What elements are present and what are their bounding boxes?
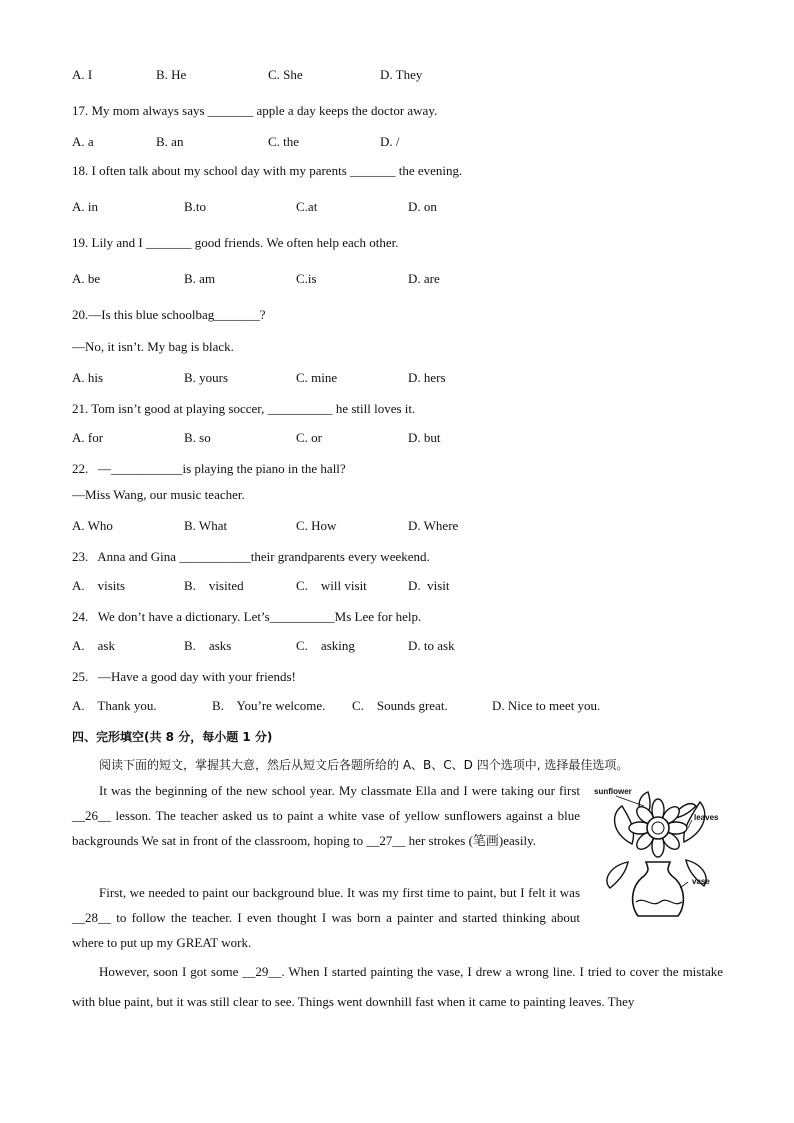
figure-label-vase: vase [692,877,710,886]
q17-option-c: C. the [268,134,300,149]
q22-option-d: D. Where [408,518,459,533]
q25-option-a: A. Thank you. [72,698,157,713]
q21-option-b: B. so [184,430,211,445]
q16-option-c: C. She [268,67,303,82]
q20-option-a: A. his [72,370,104,385]
q21-stem: 21. Tom isn’t good at playing soccer, __________ he still loves it. [72,401,416,416]
q20-option-c: C. mine [296,370,338,385]
section4-instruction: 阅读下面的短文，掌握其大意，然后从短文后各题所给的 A、B、C、D 四个选项中, 选择最佳选项。 [99,758,629,772]
passage-paragraph-3: However, soon I got some __29__. When I started painting the vase, I drew a wrong line. I tried to cover the mistake with blue paint, but it was still clear to see. Things went downhill fast when it came to painting leaves. They [72,964,723,1009]
q22-reply: —Miss Wang, our music teacher. [72,487,245,502]
q25-option-d: D. Nice to meet you. [492,698,601,713]
q19-option-d: D. are [408,271,440,286]
q18-option-c: C.at [296,199,318,214]
q19-stem: 19. Lily and I _______ good friends. We often help each other. [72,235,399,250]
q23-stem: 23. Anna and Gina ___________their grandparents every weekend. [72,549,430,564]
q20-option-d: D. hers [408,370,446,385]
sunflower-vase-figure [592,784,722,920]
section4-heading: 四、完形填空(共 8 分，每小题 1 分) [72,730,273,744]
q21-option-c: C. or [296,430,322,445]
q16-option-b: B. He [156,67,187,82]
q24-option-b: B. asks [184,638,232,653]
q18-option-d: D. on [408,199,437,214]
q19-option-b: B. am [184,271,216,286]
passage-paragraph-1: It was the beginning of the new school year. My classmate Ella and I were taking our first __26__ lesson. The teacher asked us to paint a white vase of yellow sunflowers against a blue backgrounds We sat in front of the classroom, hoping to __27__ her strokes (笔画)easily. [72,783,580,848]
q24-stem: 24. We don’t have a dictionary. Let’s__________Ms Lee for help. [72,609,422,624]
q25-stem: 25. —Have a good day with your friends! [72,669,296,684]
q17-option-d: D. / [380,134,400,149]
q21-option-d: D. but [408,430,441,445]
q25-option-c: C. Sounds great. [352,698,448,713]
figure-label-leaves: leaves [694,813,719,822]
passage-paragraph-2: First, we needed to paint our background blue. It was my first time to paint, but I felt it was __28__ to follow the teacher. I even thought I was born a painter and started thinking about where to put up my GREAT work. [72,885,580,950]
q18-option-b: B.to [184,199,207,214]
q17-stem: 17. My mom always says _______ apple a day keeps the doctor away. [72,103,438,118]
q24-option-a: A. ask [72,638,115,653]
q16-option-a: A. I [72,67,93,82]
q20-reply: —No, it isn’t. My bag is black. [72,339,234,354]
q25-option-b: B. You’re welcome. [212,698,326,713]
sunflower-vase-illustration [592,784,722,920]
q19-option-c: C.is [296,271,317,286]
q24-option-d: D. to ask [408,638,455,653]
figure-label-sunflower: sunflower [594,787,632,796]
q22-option-b: B. What [184,518,228,533]
q20-stem: 20.—Is this blue schoolbag_______? [72,307,266,322]
q17-option-a: A. a [72,134,94,149]
q18-stem: 18. I often talk about my school day with my parents _______ the evening. [72,163,463,178]
q23-option-c: C. will visit [296,578,367,593]
q22-stem: 22. —___________is playing the piano in the hall? [72,461,346,476]
q20-option-b: B. yours [184,370,229,385]
q23-option-b: B. visited [184,578,244,593]
q22-option-c: C. How [296,518,337,533]
q18-option-a: A. in [72,199,98,214]
q19-option-a: A. be [72,271,101,286]
q23-option-d: D. visit [408,578,450,593]
q22-option-a: A. Who [72,518,113,533]
q24-option-c: C. asking [296,638,355,653]
q16-option-d: D. They [380,67,423,82]
q23-option-a: A. visits [72,578,126,593]
q17-option-b: B. an [156,134,184,149]
q21-option-a: A. for [72,430,104,445]
